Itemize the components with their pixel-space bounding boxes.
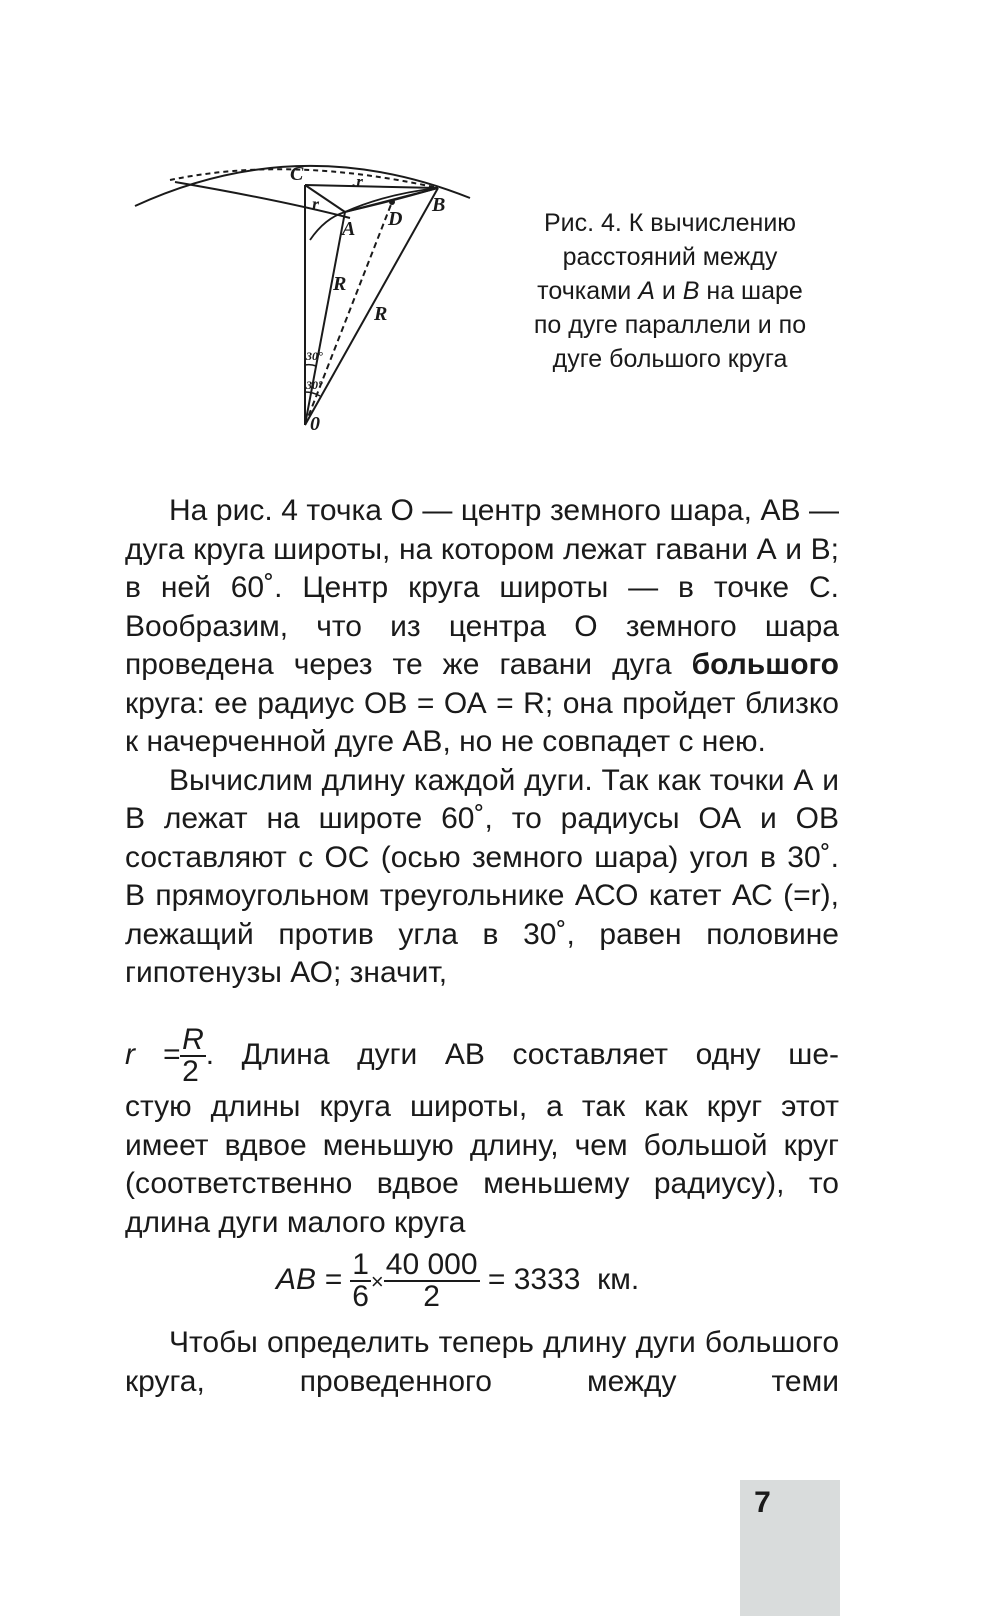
fraction-1-num: 1	[352, 1248, 369, 1281]
figure-caption	[500, 206, 840, 376]
fraction-2-den: 2	[423, 1280, 440, 1313]
text-block-1	[125, 492, 839, 993]
line-cb	[305, 185, 438, 188]
label-c: C	[290, 163, 304, 185]
paragraph-1	[125, 492, 839, 762]
angle-arc-1	[305, 365, 316, 366]
fraction-2-num: 40 000	[385, 1248, 478, 1281]
label-big-r-right: R	[374, 303, 388, 325]
fraction-1-den: 6	[352, 1280, 369, 1313]
label-big-r-left: R	[333, 273, 347, 295]
caption-line-3-post: на шаре	[699, 277, 803, 305]
paragraph-3: стую длины круга широты, а так как круг этот имеет вдвое меньшую длину, чем большой круг (соответственно вдвое меньшему радиусу), то длина дуги малого круга	[125, 1090, 839, 1239]
page-number: 7	[754, 1486, 771, 1519]
label-a: A	[342, 218, 356, 240]
fraction-num: R	[182, 1023, 204, 1056]
formula-ab	[276, 1250, 639, 1312]
formula-r-lhs: r =	[125, 1037, 181, 1071]
label-b: B	[432, 194, 446, 216]
paragraph-1-bold: большого	[691, 648, 839, 681]
sphere-diagram	[130, 160, 490, 460]
label-r-left: r	[312, 194, 320, 214]
paragraph-1-text-b: круга: ее радиус ОВ = ОА = R; она пройдет близко к начерченной дуге АВ, но не совпадет с нею.	[125, 686, 839, 758]
paragraph-2: Вычислим длину каждой дуги. Так как точки А и В лежат на широте 60˚, то радиусы ОА и ОВ составляют с ОС (осью земного шара) угол в 30˚. В прямоугольном треугольнике АСО катет АС (=r), лежащий против угла в 30˚, равен половине гипотенузы АО; значит,	[125, 763, 839, 989]
formula-ab-result: = 3333	[487, 1262, 581, 1296]
caption-line-3-mid: и	[654, 277, 683, 305]
caption-point-a: A	[638, 277, 655, 305]
fraction-r-over-2	[180, 1025, 206, 1087]
formula-ab-unit: км.	[597, 1262, 640, 1296]
caption-line-3	[500, 274, 840, 308]
figure-sphere-arcs	[130, 160, 490, 460]
label-o: 0	[310, 413, 320, 435]
text-block-3	[125, 1324, 839, 1401]
label-d: D	[388, 208, 403, 230]
times-sign: ×	[370, 1268, 384, 1294]
caption-line-1: Рис. 4. К вычислению	[543, 209, 797, 237]
parallel-arc	[175, 182, 350, 218]
formula-r-after: . Длина дуги АВ составляет одну ше-	[205, 1037, 839, 1071]
fraction-den: 2	[182, 1055, 199, 1088]
caption-line-3-pre: точками	[537, 277, 639, 305]
fraction-40000-over-2	[384, 1250, 480, 1312]
caption-point-b: B	[682, 277, 700, 305]
caption-line-2: расстояний между	[562, 243, 778, 271]
formula-r-line	[125, 1025, 839, 1087]
label-angle-1: 30°	[306, 349, 323, 363]
paragraph-4: Чтобы определить теперь длину дуги большого круга, проведенного между теми	[125, 1326, 839, 1398]
formula-ab-lhs: AB =	[276, 1262, 342, 1296]
paragraph-1-text-a: На рис. 4 точка О — центр земного шара, АВ — дуга круга широты, на котором лежат гавани А и В; в ней 60˚. Центр круга широты — в точке С. Вообразим, что из центра О земного шара проведена через те же гавани дуга	[125, 494, 839, 681]
caption-line-4: по дуге параллели и по	[533, 311, 807, 339]
label-angle-2: 30°	[306, 378, 323, 392]
caption-line-5: дуге большого круга	[552, 345, 788, 373]
text-block-2	[125, 1088, 839, 1242]
fraction-1-over-6	[350, 1250, 371, 1312]
label-r-top: .r	[352, 172, 363, 191]
